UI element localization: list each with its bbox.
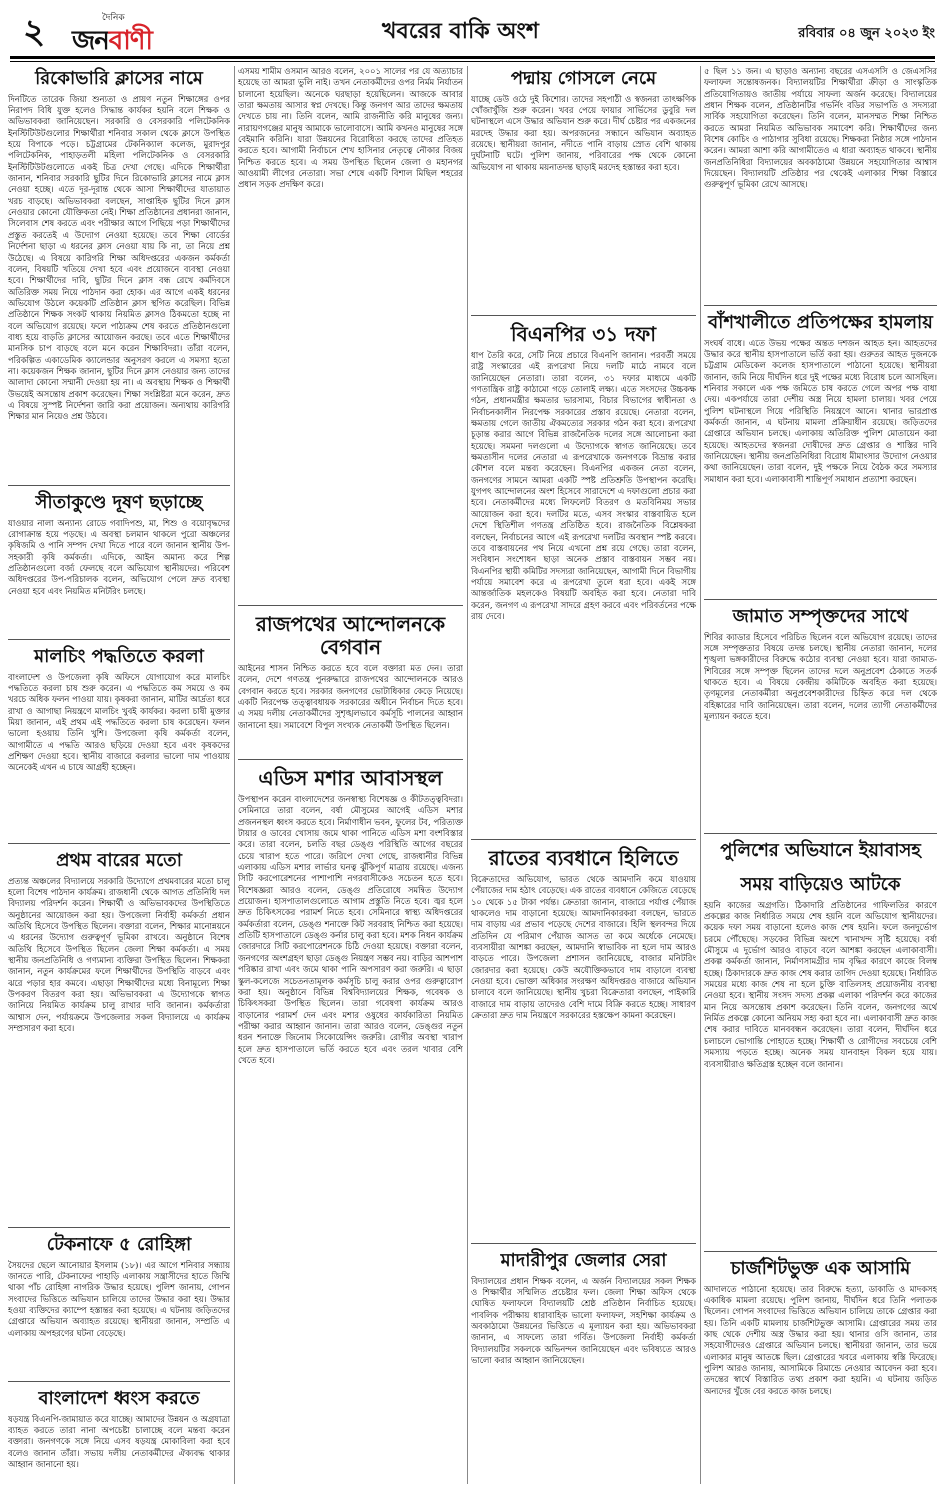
article-body: শিবির ক্যাডার হিসেবে পরিচিত ছিলেন বলে অভিযোগ রয়েছে। তাদের সঙ্গে সম্পৃক্ততার বিষয়ে তদন্ত চলছে। স্থানীয় নেতারা জানান, দলের শৃঙ্খলা ভঙ্গকারীদের বিরুদ্ধে কঠোর ব্যবস্থা নেওয়া হবে। যারা জামাত-শিবিরের সঙ্গে সম্পৃক্ত ছিলেন তাদের দলে অনুপ্রবেশ ঠেকাতে সতর্ক থাকতে হবে। এ বিষয়ে কেন্দ্রীয় কমিটিকে অবহিত করা হয়েছে। তৃণমূলের নেতাকর্মীরা অনুপ্রবেশকারীদের চিহ্নিত করে দল থেকে বহিষ্কারের দাবি জানিয়েছেন। তারা বলেন, দলের ত্যাগী নেতাকর্মীদের মূল্যায়ন করতে হবে। <box>704 631 937 722</box>
article-headline: বিএনপির ৩১ দফা <box>510 322 657 346</box>
article-rajpath <box>238 610 463 760</box>
article-headline: মাদারীপুর জেলার সেরা <box>500 1250 667 1271</box>
article-headline: সময় বাড়িয়েও আটকে <box>740 874 901 895</box>
article-body: দিনটিতে তারেক জিয়া শুন্যতা ও প্রায়ণ নতুন শিক্ষাঙ্গের ওপর নিরাপদ বিধি যুক্ত হলেও সিদ্ধান্ত কার্যকর হয়নি বলে শিক্ষক ও অভিভাবকরা জানিয়েছেন। সরকারি ও বেসরকারি পলিটেকনিক ইনস্টিটিউটগুলোর শিক্ষার্থীরা শনিবার সকাল থেকে ক্লাসে উপস্থিত হয়ে বিপাকে পড়ে। চট্টগ্রামের টেকনিক্যাল কলেজ, মুরাদপুর পলিটেকনিক, পাহাড়তলী মহিলা পলিটেকনিক ও বেসরকারি ইনস্টিটিউটগুলোতে একই চিত্র দেখা গেছে। এদিকে শিক্ষার্থীরা জানান, শনিবার সরকারি ছুটির দিনে রিকোভারি ক্লাসের নামে ক্লাস নেওয়া হচ্ছে। এতে দূর-দূরান্ত থেকে আসা শিক্ষার্থীদের যাতায়াত খরচ বাড়ছে। অভিভাবকরা বলছেন, সাপ্তাহিক ছুটির দিনে ক্লাস নেওয়ার কোনো যৌক্তিকতা নেই। শিক্ষা প্রতিষ্ঠানের প্রধানরা জানান, সিলেবাস শেষ করতে এবং পরীক্ষার আগে পিছিয়ে পড়া শিক্ষার্থীদের প্রস্তুত করতেই এ উদ্যোগ নেওয়া হয়েছে। তবে শিক্ষা বোর্ডের নির্দেশনা ছাড়া এ ধরনের ক্লাস নেওয়া যায় কি না, তা নিয়ে প্রশ্ন উঠেছে। এ বিষয়ে কারিগরি শিক্ষা অধিদপ্তরের একজন কর্মকর্তা বলেন, বিষয়টি খতিয়ে দেখা হবে এবং প্রয়োজনে ব্যবস্থা নেওয়া হবে। শিক্ষার্থীদের দাবি, ছুটির দিনে ক্লাস বন্ধ রেখে কর্মদিবসে অতিরিক্ত সময় নিয়ে পাঠদান করা হোক। এর আগে একই ধরনের অভিযোগ উঠলে কয়েকটি প্রতিষ্ঠান ক্লাস স্থগিত করেছিল। বিভিন্ন প্রতিষ্ঠানে শিক্ষক সংকট থাকায় নিয়মিত ক্লাসও ঠিকমতো হচ্ছে না বলে অভিযোগ রয়েছে। ফলে পাঠ্যক্রম শেষ করতে প্রতিষ্ঠানগুলো বাধ্য হয়ে বাড়তি ক্লাসের আয়োজন করছে। তবে এতে শিক্ষার্থীদের মানসিক চাপ বাড়ছে বলে মনে করেন শিক্ষাবিদরা। তাঁরা বলেন, পরিকল্পিত একাডেমিক ক্যালেন্ডার অনুসরণ করলে এ সমস্যা হতো না। কয়েকজন শিক্ষক জানান, ছুটির দিনে ক্লাস নেওয়ার জন্য তাদের আলাদা কোনো সম্মানী দেওয়া হয় না। এ অবস্থায় শিক্ষক ও শিক্ষার্থী উভয়েই অসন্তোষ প্রকাশ করেছেন। শিক্ষা সংশ্লিষ্টরা মনে করেন, দ্রুত এ বিষয়ে সুস্পষ্ট নির্দেশনা জারি করা প্রয়োজন। অন্যথায় কারিগরি শিক্ষার মান নিয়েও প্রশ্ন উঠবে। <box>8 93 230 422</box>
article-charge-sheet <box>704 1256 937 1476</box>
article-body: আইনের শাসন নিশ্চিত করতে হবে বলে বক্তারা মত দেন। তারা বলেন, দেশে গণতন্ত্র পুনরুদ্ধারে রাজপথের আন্দোলনকে আরও বেগবান করতে হবে। সরকার জনগণের ভোটাধিকার কেড়ে নিয়েছে। একটি নিরপেক্ষ তত্ত্বাবধায়ক সরকারের অধীনে নির্বাচন দিতে হবে। এ সময় দলীয় নেতাকর্মীদের সুশৃঙ্খলভাবে কর্মসূচি পালনের আহ্বান জানানো হয়। সমাবেশে বিপুল সংখ্যক নেতাকর্মী উপস্থিত ছিলেন। <box>238 663 463 730</box>
article-headline: পদ্মায় গোসলে নেমে <box>510 68 657 89</box>
article-headline: রাতের ব্যবধানে হিলিতে <box>488 846 679 870</box>
article-aedes <box>238 764 463 1484</box>
article-body: সংঘর্ষ বাধে। এতে উভয় পক্ষের অন্তত দশজন আহত হন। আহতদের উদ্ধার করে স্থানীয় হাসপাতালে ভর্তি করা হয়। গুরুতর আহত দুজনকে চট্টগ্রাম মেডিকেল কলেজ হাসপাতালে পাঠানো হয়েছে। স্থানীয়রা জানান, জমি নিয়ে দীর্ঘদিন ধরে দুই পক্ষের মধ্যে বিরোধ চলে আসছিল। শনিবার সকালে এক পক্ষ জমিতে চাষ করতে গেলে অপর পক্ষ বাধা দেয়। একপর্যায়ে তারা দেশীয় অস্ত্র নিয়ে হামলা চালায়। খবর পেয়ে পুলিশ ঘটনাস্থলে গিয়ে পরিস্থিতি নিয়ন্ত্রণে আনে। থানার ভারপ্রাপ্ত কর্মকর্তা জানান, এ ঘটনায় মামলা প্রক্রিয়াধীন রয়েছে। জড়িতদের গ্রেপ্তারে অভিযান চলছে। এলাকায় অতিরিক্ত পুলিশ মোতায়েন করা হয়েছে। আহতদের স্বজনরা দোষীদের দ্রুত গ্রেপ্তার ও শাস্তির দাবি জানিয়েছেন। স্থানীয় জনপ্রতিনিধিরা বিরোধ মীমাংসার উদ্যোগ নেওয়ার কথা জানিয়েছেন। তারা বলেন, দুই পক্ষকে নিয়ে বৈঠক করে সমস্যার সমাধান করা হবে। এলাকাবাসী শান্তিপূর্ণ সমাধান প্রত্যাশা করছেন। <box>704 337 937 484</box>
column-1 <box>8 66 230 1484</box>
article-headline: এডিস মশার আবাসস্থল <box>258 766 443 790</box>
article-headline: রাজপথের আন্দোলনকে বেগবান <box>255 612 446 659</box>
article-body: আদালতে পাঠানো হয়েছে। তার বিরুদ্ধে হত্যা, ডাকাতি ও মাদকসহ একাধিক মামলা রয়েছে। পুলিশ জানায়, দীর্ঘদিন ধরে তিনি পলাতক ছিলেন। গোপন সংবাদের ভিত্তিতে অভিযান চালিয়ে তাকে গ্রেপ্তার করা হয়। তিনি একটি মামলায় চার্জশিটভুক্ত আসামি। গ্রেপ্তারের সময় তার কাছ থেকে দেশীয় অস্ত্র উদ্ধার করা হয়। থানার ওসি জানান, তার সহযোগীদেরও গ্রেপ্তারে অভিযান চলছে। স্থানীয়রা জানান, তার ভয়ে এলাকার মানুষ আতঙ্কে ছিল। গ্রেপ্তারের খবরে এলাকায় স্বস্তি ফিরেছে। পুলিশ আরও জানায়, আসামিকে রিমান্ডে নেওয়ার আবেদন করা হবে। তদন্তের স্বার্থে বিস্তারিত তথ্য প্রকাশ করা হয়নি। এ ঘটনায় জড়িত অন্যদের খুঁজে বের করতে কাজ চলছে। <box>704 1283 937 1396</box>
article-madaripur <box>471 1248 696 1484</box>
column-divider <box>700 66 701 1484</box>
logo-daily-label: দৈনিক <box>102 13 125 23</box>
article-headline: বাংলাদেশ ধ্বংস করতে <box>38 1388 200 1409</box>
article-bangladesh-destroy <box>8 1386 230 1482</box>
article-banshkhali <box>704 310 937 600</box>
article-body: প্রত্যন্ত অঞ্চলের বিদ্যালয়ে সরকারি উদ্যোগে প্রথমবারের মতো চালু হলো বিশেষ পাঠদান কার্যক্রম। রাজধানী থেকে আগত প্রতিনিধি দল বিদ্যালয় পরিদর্শন করেন। শিক্ষার্থী ও অভিভাবকদের উপস্থিতিতে অনুষ্ঠানের আয়োজন করা হয়। উপজেলা নির্বাহী কর্মকর্তা প্রধান অতিথি হিসেবে উপস্থিত ছিলেন। বক্তারা বলেন, শিক্ষার মানোন্নয়নে এ ধরনের উদ্যোগ গুরুত্বপূর্ণ ভূমিকা রাখবে। অনুষ্ঠানে বিশেষ অতিথি হিসেবে উপস্থিত ছিলেন জেলা শিক্ষা কর্মকর্তা। এ সময় স্থানীয় জনপ্রতিনিধি ও গণ্যমান্য ব্যক্তিরা উপস্থিত ছিলেন। শিক্ষকরা জানান, নতুন কার্যক্রমের ফলে শিক্ষার্থীদের উপস্থিতি বাড়বে এবং ঝরে পড়ার হার কমবে। এছাড়া শিক্ষার্থীদের মধ্যে বিনামূল্যে শিক্ষা উপকরণ বিতরণ করা হয়। অভিভাবকরা এ উদ্যোগকে স্বাগত জানিয়ে নিয়মিত কার্যক্রম চালু রাখার দাবি জানান। কর্মকর্তারা আশ্বাস দেন, পর্যায়ক্রমে উপজেলার সকল বিদ্যালয়ে এ কার্যক্রম সম্প্রসারণ করা হবে। <box>8 875 230 1034</box>
article-body: ধাপ তৈরি করে, সেটি নিয়ে প্রচারে বিএনপি জানান। পরবর্তী সময়ে রাষ্ট্র সংস্কারের এই রূপরেখা নিয়ে দলটি মাঠে নামবে বলে জানিয়েছেন নেতারা। তারা বলেন, ৩১ দফার মাধ্যমে একটি গণতান্ত্রিক রাষ্ট্র কাঠামো গড়ে তোলাই লক্ষ্য। এতে সংসদের উচ্চকক্ষ গঠন, প্রধানমন্ত্রীর ক্ষমতার ভারসাম্য, বিচার বিভাগের স্বাধীনতা ও নির্বাচনকালীন নিরপেক্ষ সরকারের প্রস্তাব রয়েছে। নেতারা বলেন, ক্ষমতায় গেলে জাতীয় ঐকমত্যের সরকার গঠন করা হবে। রূপরেখা চূড়ান্ত করার আগে বিভিন্ন রাজনৈতিক দলের সঙ্গে আলোচনা করা হয়েছে। সমমনা দলগুলো এ উদ্যোগকে স্বাগত জানিয়েছে। তবে ক্ষমতাসীন দলের নেতারা এ রূপরেখাকে জনগণকে বিভ্রান্ত করার কৌশল বলে মন্তব্য করেছেন। বিএনপির একজন নেতা বলেন, জনগণের সামনে আমরা একটি স্পষ্ট প্রতিশ্রুতি উপস্থাপন করেছি। যুগপৎ আন্দোলনের অংশ হিসেবে সারাদেশে এ দফাগুলো প্রচার করা হবে। নেতাকর্মীদের মধ্যে লিফলেট বিতরণ ও মতবিনিময় সভার আয়োজন করা হবে। দলটির মতে, এসব সংস্কার বাস্তবায়িত হলে দেশে স্থিতিশীল গণতন্ত্র প্রতিষ্ঠিত হবে। রাজনৈতিক বিশ্লেষকরা বলছেন, নির্বাচনের আগে এই রূপরেখা দলটির অবস্থান স্পষ্ট করবে। তবে বাস্তবায়নের পথ নিয়ে এখনো প্রশ্ন রয়ে গেছে। তারা বলেন, সংবিধান সংশোধন ছাড়া অনেক প্রস্তাব বাস্তবায়ন সম্ভব নয়। বিএনপির স্থায়ী কমিটির সদস্যরা জানিয়েছেন, আগামী দিনে বিভাগীয় পর্যায়ে সমাবেশ করে এ রূপরেখা তুলে ধরা হবে। একই সঙ্গে আন্তর্জাতিক মহলকেও বিষয়টি অবহিত করা হবে। নেতারা দাবি করেন, জনগণ এ রূপরেখা সাদরে গ্রহণ করবে এবং পরিবর্তনের পক্ষে রায় দেবে। <box>471 350 696 621</box>
article-padma <box>471 66 696 316</box>
article-teknaf <box>8 1232 230 1382</box>
issue-date: রবিবার ০৪ জুন ২০২৩ ইং <box>798 26 935 41</box>
article-body: ৫ ছিল ১১ জন। এ ছাড়াও অন্যান্য বছরের এসএসসি ও জেএসসির ফলাফল সন্তোষজনক। বিদ্যালয়টির শিক্ষার্থীরা ক্রীড়া ও সাংস্কৃতিক প্রতিযোগিতায়ও জাতীয় পর্যায়ে সাফল্য অর্জন করেছে। বিদ্যালয়ের প্রধান শিক্ষক বলেন, প্রতিষ্ঠানটির গভর্নিং বডির সভাপতি ও সদস্যরা সার্বিক সহযোগিতা করেছেন। তিনি বলেন, মানসম্মত শিক্ষা নিশ্চিত করতে আমরা নিয়মিত অভিভাবক সমাবেশ করি। শিক্ষার্থীদের জন্য বিশেষ কোচিং ও পাঠাগার সুবিধা রয়েছে। শিক্ষকরা নিষ্ঠার সঙ্গে পাঠদান করেন। আমরা আশা করি আগামীতেও এ ধারা অব্যাহত থাকবে। স্থানীয় জনপ্রতিনিধিরা বিদ্যালয়ের অবকাঠামো উন্নয়নে সহযোগিতার আশ্বাস দিয়েছেন। বিদ্যালয়টি প্রতিষ্ঠার পর থেকেই এলাকার শিক্ষা বিস্তারে গুরুত্বপূর্ণ ভূমিকা রেখে আসছে। <box>704 66 937 190</box>
article-body: বিদ্যালয়ের প্রধান শিক্ষক বলেন, এ অর্জন বিদ্যালয়ের সকল শিক্ষক ও শিক্ষার্থীর সম্মিলিত প্রচেষ্টার ফল। জেলা শিক্ষা অফিস থেকে ঘোষিত ফলাফলে বিদ্যালয়টি শ্রেষ্ঠ প্রতিষ্ঠান নির্বাচিত হয়েছে। পাবলিক পরীক্ষায় ধারাবাহিক ভালো ফলাফল, সহশিক্ষা কার্যক্রম ও অবকাঠামো উন্নয়নের ভিত্তিতে এ মূল্যায়ন করা হয়। অভিভাবকরা জানান, এ সাফল্যে তারা গর্বিত। উপজেলা নির্বাহী কর্মকর্তা বিদ্যালয়টির সকলকে অভিনন্দন জানিয়েছেন এবং ভবিষ্যতে আরও ভালো করার আহ্বান জানিয়েছেন। <box>471 1275 696 1366</box>
article-body: বাংলাদেশ ও উপজেলা কৃষি অফিসে যোগাযোগ করে মালচিং পদ্ধতিতে করলা চাষ শুরু করেন। এ পদ্ধতিতে কম সময়ে ও কম খরচে অধিক ফলন পাওয়া যায়। কৃষকরা জানান, মাটির আর্দ্রতা ধরে রাখা ও আগাছা নিয়ন্ত্রণে মালচিং খুবই কার্যকর। করলা চাষী মুক্তার মিয়া জানান, এই প্রথম এই পদ্ধতিতে করলা চাষ করেছেন। ফলন ভালো হওয়ায় তিনি খুশি। উপজেলা কৃষি কর্মকর্তা বলেন, আগামীতে এ পদ্ধতি আরও ছড়িয়ে দেওয়া হবে এবং কৃষকদের প্রশিক্ষণ দেওয়া হবে। স্থানীয় বাজারে করলার ভালো দাম পাওয়ায় অনেকেই এখন এ চাষে আগ্রহী হচ্ছেন। <box>8 671 230 773</box>
masthead <box>10 8 935 56</box>
column-2 <box>238 66 463 1484</box>
article-body: ষড়যন্ত্র বিএনপি-জামায়াত করে যাচ্ছে। আমাদের উন্নয়ন ও অগ্রযাত্রা ব্যাহত করতে তারা নানা অপচেষ্টা চালাচ্ছে বলে মন্তব্য করেন বক্তারা। জনগণকে সঙ্গে নিয়ে এসব ষড়যন্ত্র মোকাবিলা করা হবে বলেও জানান তাঁরা। সভায় দলীয় নেতাকর্মীদের ঐক্যবদ্ধ থাকার আহ্বান জানানো হয়। <box>8 1413 230 1470</box>
page-number: ২ <box>22 12 46 52</box>
article-headline: রিকোভারি ক্লাসের নামে <box>35 68 203 89</box>
logo-word-red: বাণী <box>108 26 152 56</box>
article-sitakunda <box>8 490 230 640</box>
article-police-yaba <box>704 838 937 872</box>
newspaper-logo <box>72 10 162 54</box>
section-title: খবরের বাকি অংশ <box>382 19 539 44</box>
logo-word-black: জন <box>72 26 109 56</box>
article-recovery-class <box>8 66 230 486</box>
column-4 <box>704 66 937 1484</box>
article-continuation <box>238 66 463 606</box>
column-divider <box>467 66 468 1484</box>
masthead-rule-thick <box>10 56 935 59</box>
article-headline: সীতাকুণ্ডে দূষণ ছড়াচ্ছে <box>35 492 203 513</box>
article-headline: পুলিশের অভিযানে ইয়াবাসহ <box>720 840 921 861</box>
article-body: উপস্থাপন করেন বাংলাদেশের জনস্বাস্থ্য বিশেষজ্ঞ ও কীটতত্ত্ববিদরা। সেমিনারে তারা বলেন, বর্ষা মৌসুমের আগেই এডিস মশার প্রজননস্থল ধ্বংস করতে হবে। নির্মাণাধীন ভবন, ফুলের টব, পরিত্যক্ত টায়ার ও ডাবের খোসায় জমে থাকা পানিতে এডিস মশা বংশবিস্তার করে। তারা বলেন, চলতি বছর ডেঙ্গু পরিস্থিতি আগের বছরের চেয়ে খারাপ হতে পারে। জরিপে দেখা গেছে, রাজধানীর বিভিন্ন এলাকায় এডিস মশার লার্ভার ঘনত্ব ঝুঁকিপূর্ণ মাত্রায় রয়েছে। এজন্য সিটি করপোরেশনের পাশাপাশি নগরবাসীকেও সচেতন হতে হবে। বিশেষজ্ঞরা আরও বলেন, ডেঙ্গু প্রতিরোধে সমন্বিত উদ্যোগ প্রয়োজন। হাসপাতালগুলোতে আগাম প্রস্তুতি নিতে হবে। জ্বর হলে দ্রুত চিকিৎসকের পরামর্শ নিতে হবে। সেমিনারে স্বাস্থ্য অধিদপ্তরের কর্মকর্তারা বলেন, ডেঙ্গু শনাক্তে কিট সরবরাহ নিশ্চিত করা হয়েছে। প্রতিটি হাসপাতালে ডেঙ্গু কর্নার চালু করা হবে। মশক নিধন কার্যক্রম জোরদারে সিটি করপোরেশনকে চিঠি দেওয়া হয়েছে। বক্তারা বলেন, জনগণের অংশগ্রহণ ছাড়া ডেঙ্গু নিয়ন্ত্রণ সম্ভব নয়। বাড়ির আশপাশ পরিষ্কার রাখা এবং জমে থাকা পানি অপসারণ করা জরুরি। এ ছাড়া স্কুল-কলেজে সচেতনতামূলক কর্মসূচি চালু করার ওপর গুরুত্বারোপ করা হয়। অনুষ্ঠানে বিভিন্ন বিশ্ববিদ্যালয়ের শিক্ষক, গবেষক ও চিকিৎসকরা উপস্থিত ছিলেন। তারা গবেষণা কার্যক্রম আরও বাড়ানোর পরামর্শ দেন এবং মশার ওষুধের কার্যকারিতা নিয়মিত পরীক্ষা করার আহ্বান জানান। তারা আরও বলেন, ডেঙ্গুর নতুন ধরন শনাক্তে জিনোম সিকোয়েন্সিং জরুরি। রোগীর অবস্থা খারাপ হলে দ্রুত হাসপাতালে ভর্তি করতে হবে এবং তরল খাবার বেশি খেতে হবে। <box>238 794 463 1065</box>
article-jamaat <box>704 604 937 834</box>
article-mulching <box>8 644 230 844</box>
article-bnp-31 <box>471 320 696 840</box>
article-body: যাওয়ার নালা অন্যান্য রোডে গবাদিপশু, মা, শিশু ও বয়োবৃদ্ধদের রোগাক্রান্ত হয়ে পড়ছে। এ অবস্থা চলমান থাকলে পুরো অঞ্চলের কৃষিজমি ও পানি সম্পদ দেখা দিতে পারে বলে জানান স্থানীয় উপ-সহকারী কৃষি কর্মকর্তা। এদিকে, আইন অমান্য করে শিল্প প্রতিষ্ঠানগুলো বর্জ্য ফেলছে বলে অভিযোগ স্থানীয়দের। পরিবেশ অধিদপ্তরের উপ-পরিচালক বলেন, অভিযোগ পেলে দ্রুত ব্যবস্থা নেওয়া হবে এবং নিয়মিত মনিটরিং চলছে। <box>8 517 230 596</box>
article-hili <box>471 844 696 1244</box>
article-headline: টেকনাফে ৫ রোহিঙ্গা <box>46 1234 192 1255</box>
article-headline: বাঁশখালীতে প্রতিপক্ষের হামলায় <box>708 312 933 333</box>
masthead-rule-thin <box>10 61 935 62</box>
article-headline: জামাত সম্পৃক্তদের সাথে <box>732 606 909 627</box>
column-3 <box>471 66 696 1484</box>
article-continuation <box>704 66 937 306</box>
article-headline: চার্জশিটভুক্ত এক আসামি <box>730 1258 911 1279</box>
article-headline: প্রথম বারের মতো <box>56 850 182 871</box>
article-headline: মালচিং পদ্ধতিতে করলা <box>34 646 204 667</box>
article-body: সৈয়দের ছেলে আনোয়ার ইসলাম (১৮)। এর আগে শনিবার সন্ধ্যায় জানতে পারি, টেকনাফের পাহাড়ি এলাকায় সন্ত্রাসীদের হাতে জিম্মি থাকা পাঁচ রোহিঙ্গা নাগরিক উদ্ধার হয়েছে। পুলিশ জানায়, গোপন সংবাদের ভিত্তিতে অভিযান চালিয়ে তাদের উদ্ধার করা হয়। উদ্ধার হওয়া ব্যক্তিদের ক্যাম্পে হস্তান্তর করা হয়েছে। এ ঘটনায় জড়িতদের গ্রেপ্তারে অভিযান অব্যাহত রয়েছে। স্থানীয়রা জানান, সম্প্রতি এ এলাকায় অপহরণের ঘটনা বেড়েছে। <box>8 1259 230 1338</box>
article-first-time <box>8 848 230 1228</box>
column-divider <box>234 66 235 1484</box>
article-body: হয়নি কাজের অগ্রগতি। ঠিকাদারি প্রতিষ্ঠানের গাফিলতির কারণে প্রকল্পের কাজ নির্ধারিত সময়ে শেষ হয়নি বলে অভিযোগ স্থানীয়দের। কয়েক দফা সময় বাড়ানো হলেও কাজ শেষ হয়নি। ফলে জনদুর্ভোগ চরমে পৌঁছেছে। সড়কের বিভিন্ন অংশে খানাখন্দ সৃষ্টি হয়েছে। বর্ষা মৌসুমে এ দুর্ভোগ আরও বাড়বে বলে আশঙ্কা করছেন এলাকাবাসী। প্রকল্প কর্মকর্তা জানান, নির্মাণসামগ্রীর দাম বৃদ্ধির কারণে কাজে বিলম্ব হচ্ছে। ঠিকাদারকে দ্রুত কাজ শেষ করার তাগিদ দেওয়া হয়েছে। নির্ধারিত সময়ের মধ্যে কাজ শেষ না হলে চুক্তি বাতিলসহ প্রয়োজনীয় ব্যবস্থা নেওয়া হবে। স্থানীয় সংসদ সদস্য প্রকল্প এলাকা পরিদর্শন করে কাজের মান নিয়ে অসন্তোষ প্রকাশ করেছেন। তিনি বলেন, জনগণের অর্থে নির্মিত প্রকল্পে কোনো অনিয়ম সহ্য করা হবে না। এলাকাবাসী দ্রুত কাজ শেষ করার দাবিতে মানববন্ধন করেছেন। তারা বলেন, দীর্ঘদিন ধরে চলাচলে ভোগান্তি পোহাতে হচ্ছে। শিক্ষার্থী ও রোগীদের সবচেয়ে বেশি সমস্যায় পড়তে হচ্ছে। অনেক সময় যানবাহন বিকল হয়ে যায়। ব্যবসায়ীরাও ক্ষতিগ্রস্ত হচ্ছেন বলে জানান। <box>704 899 937 1069</box>
article-body: বিক্রেতাদের অভিযোগ, ভারত থেকে আমদানি কমে যাওয়ায় পেঁয়াজের দাম হঠাৎ বেড়েছে। এক রাতের ব্যবধানে কেজিতে বেড়েছে ১০ থেকে ১৫ টাকা পর্যন্ত। ক্রেতারা জানান, বাজারে পর্যাপ্ত পেঁয়াজ থাকলেও দাম বাড়ানো হয়েছে। আমদানিকারকরা বলছেন, ভারতে দাম বাড়ায় এর প্রভাব পড়েছে দেশের বাজারে। হিলি স্থলবন্দর দিয়ে প্রতিদিন যে পরিমাণ পেঁয়াজ আসত তা কমে অর্ধেকে নেমেছে। ব্যবসায়ীরা আশঙ্কা করছেন, আমদানি স্বাভাবিক না হলে দাম আরও বাড়তে পারে। উপজেলা প্রশাসন জানিয়েছে, বাজার মনিটরিং জোরদার করা হয়েছে। কেউ অযৌক্তিকভাবে দাম বাড়ালে ব্যবস্থা নেওয়া হবে। ভোক্তা অধিকার সংরক্ষণ অধিদপ্তরও বাজারে অভিযান চালাবে বলে জানিয়েছে। স্থানীয় খুচরা বিক্রেতারা বলছেন, পাইকারি বাজারে দাম বাড়ায় তাদেরও বেশি দামে বিক্রি করতে হচ্ছে। সাধারণ ক্রেতারা দ্রুত দাম নিয়ন্ত্রণে সরকারের হস্তক্ষেপ কামনা করেছেন। <box>471 874 696 1021</box>
article-body: এসময় শামীম ওসমান আরও বলেন, ২০০১ সালের পর যে অত্যাচার হয়েছে তা আমরা ভুলি নাই। তখন নেতাকর্মীদের ওপর নির্মম নির্যাতন চালানো হয়েছিল। অনেকে ঘরছাড়া হয়েছিলেন। আজকে আবার তারা ক্ষমতায় আসার স্বপ্ন দেখছে। কিন্তু জনগণ আর তাদের ক্ষমতায় দেখতে চায় না। তিনি বলেন, আমি রাজনীতি করি মানুষের জন্য। নারায়ণগঞ্জের মানুষ আমাকে ভালোবাসে। আমি কখনও মানুষের সঙ্গে বেইমানি করিনি। যারা উন্নয়নের বিরোধিতা করছে তাদের প্রতিহত করতে হবে। আগামী নির্বাচনে শেখ হাসিনার নেতৃত্বে নৌকার বিজয় নিশ্চিত করতে হবে। এ সময় উপস্থিত ছিলেন জেলা ও মহানগর আওয়ামী লীগের নেতারা। সভা শেষে একটি বিশাল মিছিল শহরের প্রধান সড়ক প্রদক্ষিণ করে। <box>238 66 463 190</box>
article-time-extend <box>704 872 937 1252</box>
article-body: যাচ্ছে ডেউ ওঠে দুই কিশোর। তাদের সহপাঠী ও স্বজনরা তাৎক্ষণিক খোঁজাখুঁজি শুরু করেন। খবর পেয়ে ফায়ার সার্ভিসের ডুবুরি দল ঘটনাস্থলে এসে উদ্ধার অভিযান শুরু করে। দীর্ঘ চেষ্টার পর একজনের মরদেহ উদ্ধার করা হয়। অপরজনের সন্ধানে অভিযান অব্যাহত রয়েছে। স্থানীয়রা জানান, নদীতে পানি বাড়ায় স্রোত বেশি থাকায় দুর্ঘটনাটি ঘটে। পুলিশ জানায়, পরিবারের পক্ষ থেকে কোনো অভিযোগ না থাকায় ময়নাতদন্ত ছাড়াই মরদেহ হস্তান্তর করা হবে। <box>471 93 696 172</box>
